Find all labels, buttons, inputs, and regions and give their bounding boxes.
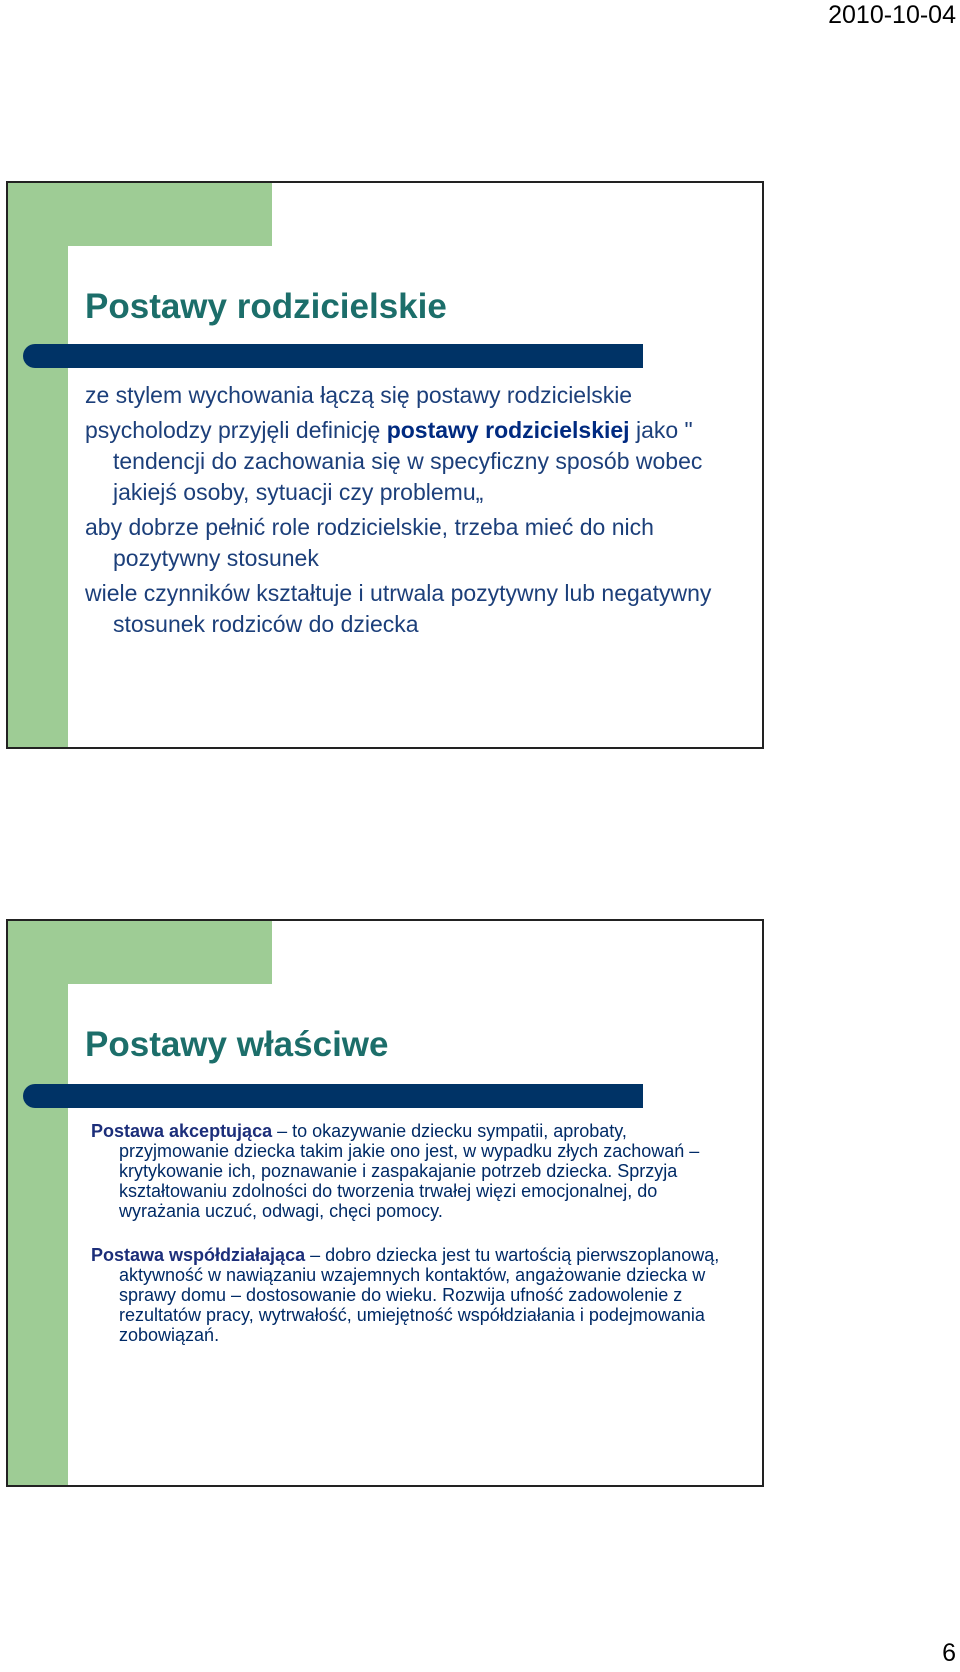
bullet-text: jako " tendencji do zachowania się w specyficzny sposób wobec jakiejś osoby, sytuacji czy problemu„ — [113, 417, 703, 505]
slide-accent-tab — [68, 183, 272, 246]
list-item — [85, 380, 735, 411]
slide-accent-tab — [68, 921, 272, 984]
slide-2 — [6, 919, 764, 1487]
bullet-text: psycholodzy przyjęli definicję — [85, 417, 387, 443]
page-date: 2010-10-04 — [828, 1, 956, 29]
title-divider — [23, 344, 643, 368]
slide-title: Postawy właściwe — [85, 1025, 389, 1064]
slide-corner — [68, 984, 98, 1014]
bullet-list — [85, 380, 735, 644]
bullet-text: wiele czynników kształtuje i utrwala pozytywny lub negatywny stosunek rodziców do dziecka — [85, 580, 712, 637]
slide-accent-bar — [8, 183, 68, 747]
definition-text: – to okazywanie dziecku sympatii, aprobaty, przyjmowanie dziecka takim jakie ono jest, w wypadku złych zachowań – krytykowanie ich, poznawanie i zaspakajanie potrzeb dziecka. Sprzyja kształtowaniu zdolności do tworzenia trwałej więzi emocjonalnej, do wyrażania uczuć, odwagi, chęci pomocy. — [119, 1121, 700, 1221]
page-number: 6 — [942, 1639, 956, 1667]
definition-term: Postawa współdziałająca — [91, 1245, 306, 1265]
bullet-emphasis: postawy rodzicielskiej — [386, 417, 630, 443]
list-item — [85, 512, 735, 574]
list-item — [85, 578, 735, 640]
title-divider — [23, 1084, 643, 1108]
definition-text: – dobro dziecka jest tu wartością pierwszoplanową, aktywność w nawiązaniu wzajemnych kontaktów, angażowanie dziecka w sprawy domu – dostosowanie do wieku. Rozwija ufność zadowolenie z rezultatów pracy, wytrwałość, umiejętność współdziałania i podejmowania zobowiązań. — [119, 1245, 720, 1345]
list-item — [91, 1121, 741, 1221]
definition-list — [91, 1121, 741, 1369]
bullet-text: aby dobrze pełnić role rodzicielskie, trzeba mieć do nich pozytywny stosunek — [85, 514, 654, 571]
list-item — [85, 415, 735, 508]
slide-title: Postawy rodzicielskie — [85, 287, 447, 326]
slide-corner — [68, 246, 98, 276]
slide-accent-bar — [8, 921, 68, 1485]
list-item — [91, 1245, 741, 1345]
slide-1 — [6, 181, 764, 749]
bullet-text: ze stylem wychowania łączą się postawy rodzicielskie — [85, 382, 633, 408]
definition-term: Postawa akceptująca — [91, 1121, 273, 1141]
